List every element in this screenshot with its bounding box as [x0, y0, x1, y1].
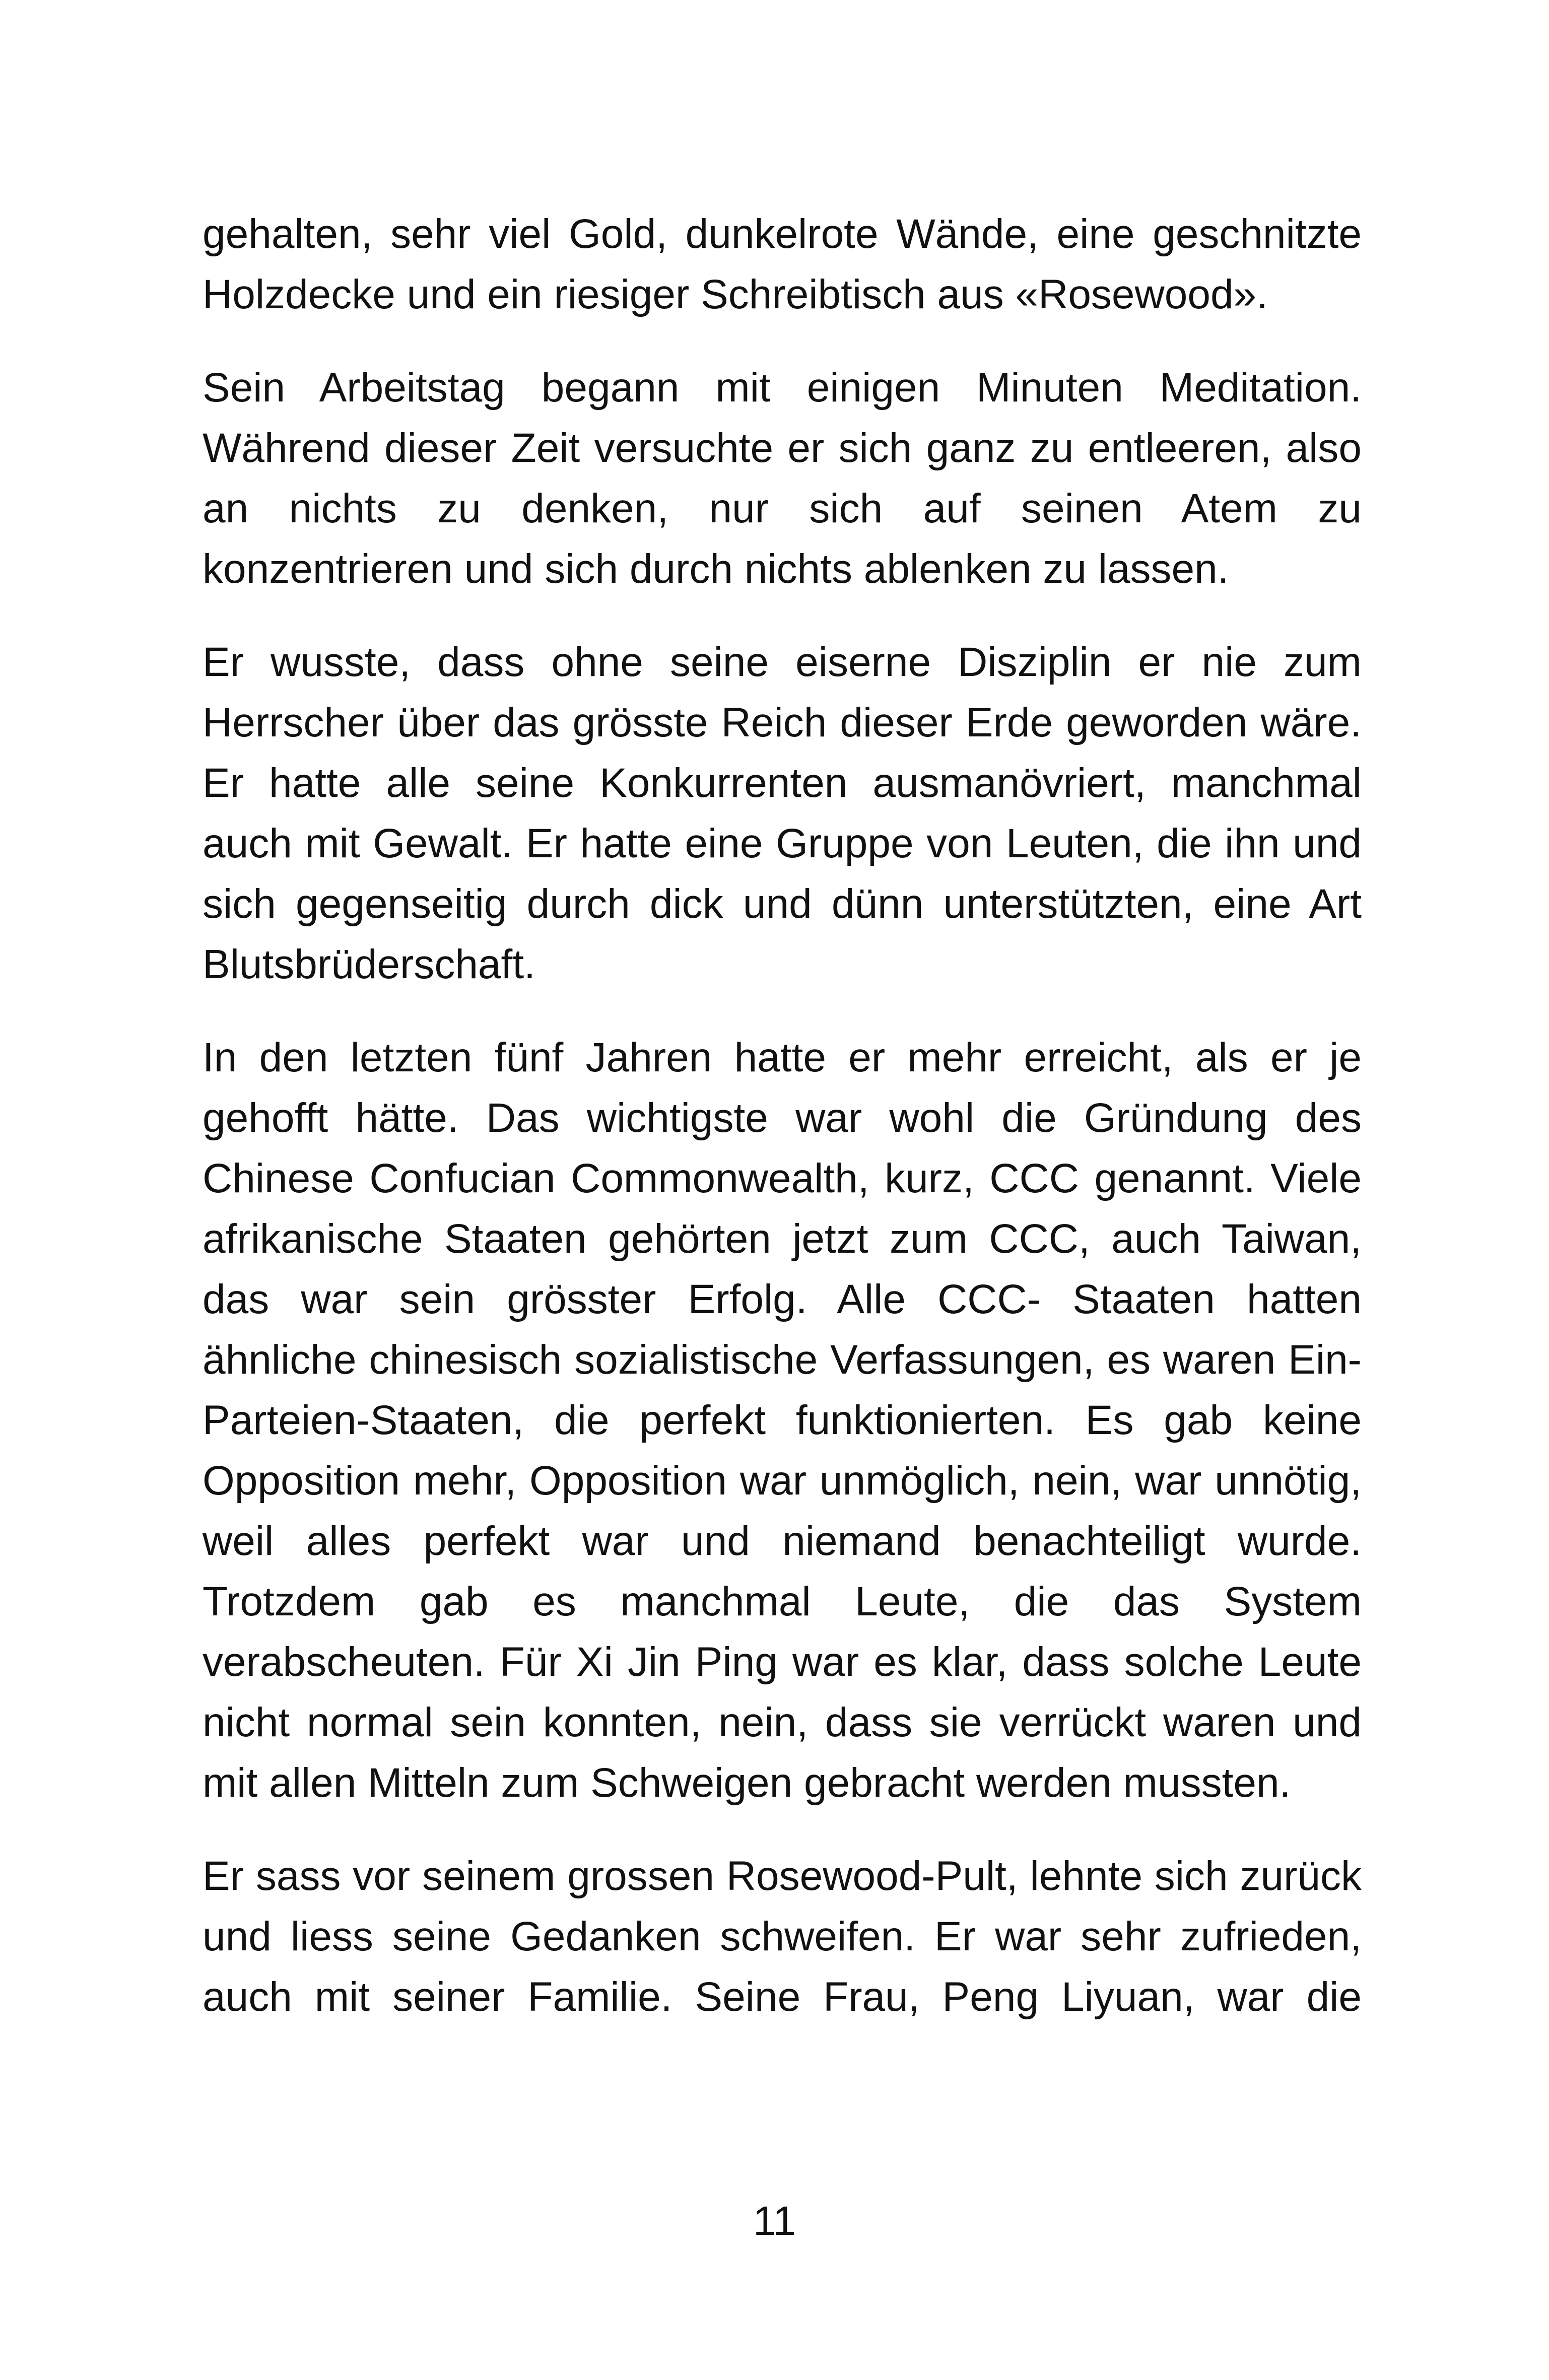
paragraph-3: Er wusste, dass ohne seine eiserne Disziplin er nie zum Herrscher über das grösste Reich dieser Erde geworden wäre. Er hatte alle seine Konkurrenten ausmanövriert, manchmal auch mit Gewalt. Er hatte eine Gruppe von Leuten, die ihn und sich gegenseitig durch dick und dünn unterstützten, eine Art Blutsbrüderschaft.: [203, 639, 1362, 987]
page-number: 11: [753, 2198, 796, 2244]
paragraph-4: In den letzten fünf Jahren hatte er mehr erreicht, als er je gehofft hätte. Das wichtigste war wohl die Gründung des Chinese Confucian Commonwealth, kurz, CCC genannt. Viele afrikanische Staaten gehörten jetzt zum CCC, auch Taiwan, das war sein grösster Erfolg. Alle CCC- Staaten hatten ähnliche chinesisch sozialistische Verfassungen, es waren Ein-Parteien-Staaten, die perfekt funktionierten. Es gab keine Opposition mehr, Opposition war unmöglich, nein, war unnötig, weil alles perfekt war und niemand benachteiligt wurde. Trotzdem gab es manchmal Leute, die das System verabscheuten. Für Xi Jin Ping war es klar, dass solche Leute nicht normal sein konnten, nein, dass sie verrückt waren und mit allen Mitteln zum Schweigen gebracht werden mussten.: [203, 1035, 1362, 1806]
paragraph-2: Sein Arbeitstag begann mit einigen Minuten Meditation. Während dieser Zeit versuchte er sich ganz zu entleeren, also an nichts zu denken, nur sich auf seinen Atem zu konzentrieren und sich durch nichts ablenken zu lassen.: [203, 365, 1362, 592]
paragraph-1: gehalten, sehr viel Gold, dunkelrote Wände, eine geschnitzte Holzdecke und ein riesiger Schreibtisch aus «Rosewood».: [203, 211, 1362, 317]
body-text: [203, 204, 1362, 2060]
paragraph-5: Er sass vor seinem grossen Rosewood-Pult, lehnte sich zurück und liess seine Gedanken schweifen. Er war sehr zufrieden, auch mit seiner Familie. Seine Frau, Peng Liyuan, war die: [203, 1853, 1362, 2020]
